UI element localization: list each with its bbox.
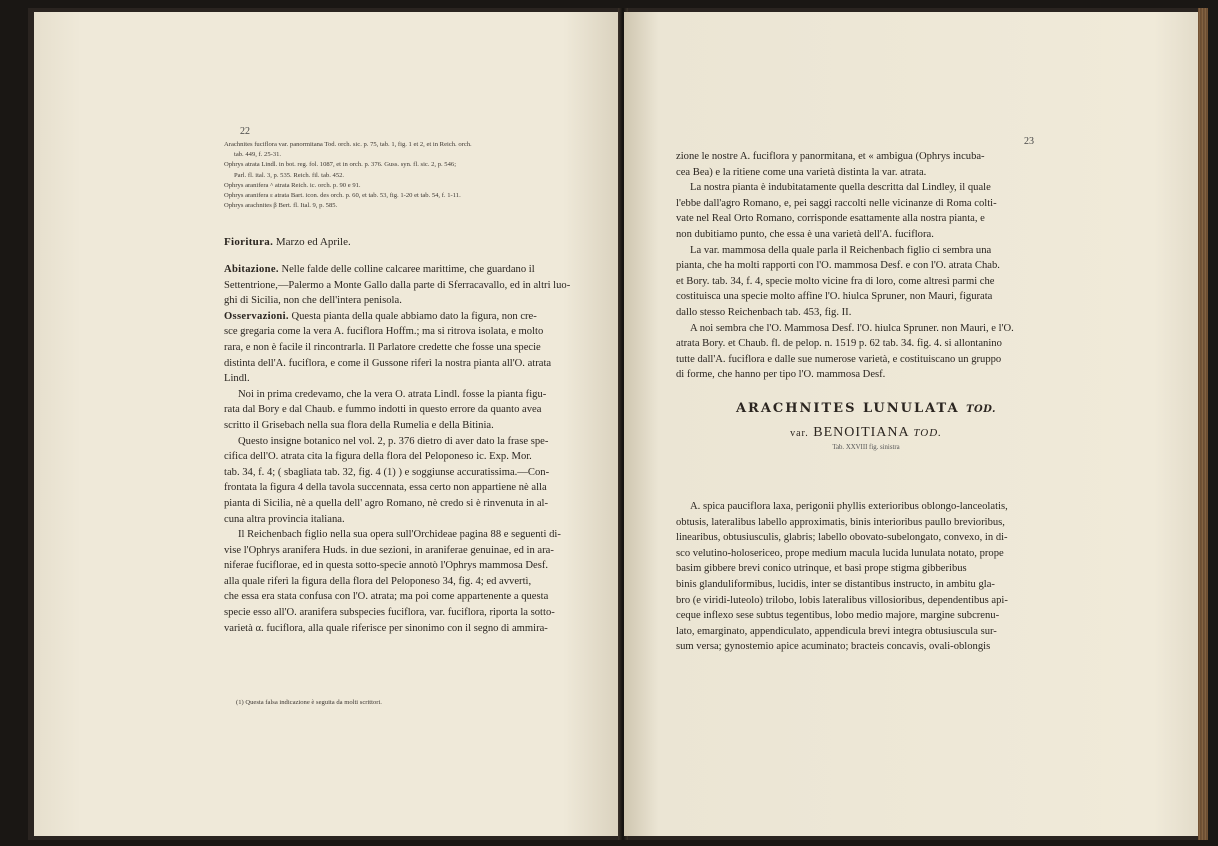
text-line: linearibus, obtusiusculis, glabris; labello obovato-subelongato, convexo, in di- xyxy=(676,532,1008,544)
text-line: Settentrione,—Palermo a Monte Gallo dalla parte di Sferracavallo, ed in altri luo- xyxy=(224,279,571,291)
text-line: scritto il Grisebach nella sua flora della Rumelia e della Bitinia. xyxy=(224,419,494,431)
text-line: pianta, che ha molti rapporti con l'O. mammosa Desf. e con l'O. atrata Chab. xyxy=(676,260,1000,272)
text-line: sce gregaria come la vera A. fuciflora Hoffm.; ma si ritrova isolata, e molto xyxy=(224,326,544,338)
text-line: et Bory. tab. 34, f. 4, specie molto vicine fra di loro, come altresì parmi che xyxy=(676,275,995,287)
book-spread xyxy=(28,8,1208,840)
fioritura-text: Marzo ed Aprile. xyxy=(275,236,351,248)
text-line: non dubitiamo punto, che essa è una varietà dell'A. fuciflora. xyxy=(676,228,934,240)
left-body-text xyxy=(224,262,584,636)
text-line: basim gibbere brevi conico utrinque, et basi prope stigma gibberibus xyxy=(676,563,967,575)
text-line: cifica dell'O. atrata cita la figura della flora del Peloponeso ic. Exp. Mor. xyxy=(224,451,532,463)
section-title-text: ARACHNITES LUNULATA xyxy=(735,401,960,416)
text-line: specie esso all'O. aranifera subspecies fuciflora, var. fuciflora, riporta la sotto- xyxy=(224,607,555,619)
text-line: A noi sembra che l'O. Mammosa Desf. l'O. hiulca Spruner. non Mauri, e l'O. xyxy=(690,322,1014,334)
text-line: Lindl. xyxy=(224,373,250,385)
text-line: lato, emarginato, appendiculato, appendicula brevi integra obtusiuscula sur- xyxy=(676,625,997,637)
text-line: tab. 34, f. 4; ( sbagliata tab. 32, fig. 4 (1) ) e soggiunse accuratissima.—Con- xyxy=(224,466,550,478)
text-line: che essa era stata confusa con l'O. atrata; ma poi come appartenente a questa xyxy=(224,591,549,603)
variety-author: TOD. xyxy=(913,427,942,439)
text-span: Nelle falde delle colline calcaree marittime, che guardano il xyxy=(281,264,535,275)
fioritura-label: Fioritura. xyxy=(224,236,274,248)
text-line: rara, e non è facile il rincontrarla. Il Parlatore credette che fosse una specie xyxy=(224,341,541,353)
page-edges xyxy=(1198,8,1208,840)
text-line: zione le nostre A. fuciflora y panormitana, et « ambigua (Ophrys incuba- xyxy=(676,151,985,162)
synonym-line: Arachnites fuciflora var. panormitana Tod. orch. sic. p. 75, tab. 1, fig. 1 et 2, et in Reich. orch. xyxy=(224,141,472,148)
paragraph-heading: Abitazione. xyxy=(224,264,279,275)
right-page xyxy=(624,12,1200,836)
variety-name: BENOITIANA xyxy=(813,425,909,440)
text-line: Noi in prima credevamo, che la vera O. atrata Lindl. fosse la pianta figu- xyxy=(238,388,547,400)
text-line: alla quale riferì la figura della flora del Peloponeso 34, fig. 4; ed avvertì, xyxy=(224,575,532,587)
fioritura xyxy=(224,236,351,248)
section-title xyxy=(676,401,1056,416)
text-line: bro (e viridi-luteolo) trilobo, lobis lateralibus villosioribus, dependentibus api- xyxy=(676,594,1008,606)
text-line: Il Reichenbach figlio nella sua opera sull'Orchideae pagina 88 e seguenti di- xyxy=(238,529,561,541)
right-body-text xyxy=(676,149,1056,383)
text-line: l'ebbe dall'agro Romano, e, pei saggi raccolti nelle vicinanze di Roma colti- xyxy=(676,197,997,209)
synonym-line: Ophrys arachnites β Bert. fl. Ital. 9, p. 585. xyxy=(224,202,338,210)
text-line: costituisca una specie molto affine l'O. hiulca Spruner, non Mauri, figurata xyxy=(676,291,993,303)
text-line: pianta di Sicilia, nè a quella dell' agro Romano, nè credo si è rinvenuta in al- xyxy=(224,497,549,509)
left-page xyxy=(34,12,622,836)
synonym-list xyxy=(224,140,584,211)
text-line: atrata Bory. et Chaub. fl. de pelop. n. 1519 p. 62 tab. 34. fig. 4. si allontanino xyxy=(676,338,1002,350)
text-line: vise l'Ophrys aranifera Huds. in due sezioni, in araniferae genuinae, ed in ara- xyxy=(224,544,554,556)
synonym-line: Ophrys aranifera ^ atrata Reich. ic. orch. p. 90 e 91. xyxy=(224,181,361,189)
footnote: (1) Questa falsa indicazione è seguita da molti scrittori. xyxy=(236,699,382,706)
text-line: di forme, che hanno per tipo l'O. mammosa Desf. xyxy=(676,369,886,381)
text-line: cuna altra provincia italiana. xyxy=(224,513,345,525)
tab-reference: Tab. XXVIII fig. sinistra xyxy=(832,444,900,451)
synonym-line: tab. 449, f. 25-31. xyxy=(234,151,282,159)
text-line: frontata la figura 4 della tavola succennata, essa certo non appartiene nè alla xyxy=(224,482,547,494)
text-line: varietà α. fuciflora, alla quale riferisce per sinonimo con il segno di ammira- xyxy=(224,622,548,634)
text-line: cea Bea) e la ritiene come una varietà distinta la var. atrata. xyxy=(676,166,927,178)
synonym-line: Ophrys aranifera ε atrata Bart. icon. des orch. p. 60, et tab. 53, fig. 1-20 et tab. 54, f. 1-11. xyxy=(224,192,461,200)
text-line: dallo stesso Reichenbach tab. 453, fig. II. xyxy=(676,306,852,318)
text-line: binis glanduliformibus, lucidis, inter se distantibus instructo, in ambitu gla- xyxy=(676,578,995,590)
text-line: La nostra pianta è indubitatamente quella descritta dal Lindley, il quale xyxy=(690,182,991,194)
text-line: sco velutino-holosericeo, prope medium macula lucida lunulata notato, prope xyxy=(676,547,1004,559)
text-line: obtusis, lateralibus labello approximatis, binis interioribus paullo brevioribus, xyxy=(676,516,1005,528)
text-line: ghi di Sicilia, non che dell'intera penisola. xyxy=(224,295,402,307)
text-line: vate nel Real Orto Romano, corrisponde esattamente alla nostra pianta, e xyxy=(676,213,985,225)
section-title-author: TOD. xyxy=(966,404,997,415)
latin-description xyxy=(676,499,1056,655)
text-line: distinta dell'A. fuciflora, e come il Gussone riferì la nostra pianta all'O. atrata xyxy=(224,357,552,369)
text-line: ceque inflexo sese subtus tegentibus, lobo medio majore, margine subcrenu- xyxy=(676,610,1000,622)
synonym-line: Ophrys atrata Lindl. in bot. reg. fol. 1087, et in orch. p. 376. Guss. syn. fl. sic. 2, p. 546; xyxy=(224,161,457,169)
page-number-left: 22 xyxy=(240,126,250,137)
text-line: rata dal Bory e dal Chaub. e fummo indotti in questo errore da quanto avea xyxy=(224,404,542,416)
page-number-right: 23 xyxy=(1024,136,1034,147)
text-line xyxy=(224,262,584,278)
paragraph-heading: Osservazioni. xyxy=(224,310,289,322)
text-line: sum versa; gynostemio apice acuminato; bracteis concavis, ovali-oblongis xyxy=(676,641,991,653)
variety-title xyxy=(676,425,1056,441)
text-line: niferae fuciflorae, ed in questa sotto-specie annotò l'Ophrys mammosa Desf. xyxy=(224,560,549,572)
text-line: La var. mammosa della quale parla il Reichenbach figlio ci sembra una xyxy=(690,244,992,256)
text-line: tutte dall'A. fuciflora e dalle sue numerose varietà, e costituiscano un gruppo xyxy=(676,353,1002,365)
text-line: Questo insigne botanico nel vol. 2, p. 376 dietro di aver dato la frase spe- xyxy=(238,435,549,447)
synonym-line: Parl. fl. ital. 3, p. 535. Reich. fil. tab. 452. xyxy=(234,171,345,179)
text-line: A. spica pauciflora laxa, perigonii phyllis exterioribus oblongo-lanceolatis, xyxy=(690,501,1008,512)
text-span: Questa pianta della quale abbiamo dato la figura, non cre- xyxy=(291,310,537,322)
variety-prefix: var. xyxy=(790,428,809,439)
text-line xyxy=(224,309,584,325)
